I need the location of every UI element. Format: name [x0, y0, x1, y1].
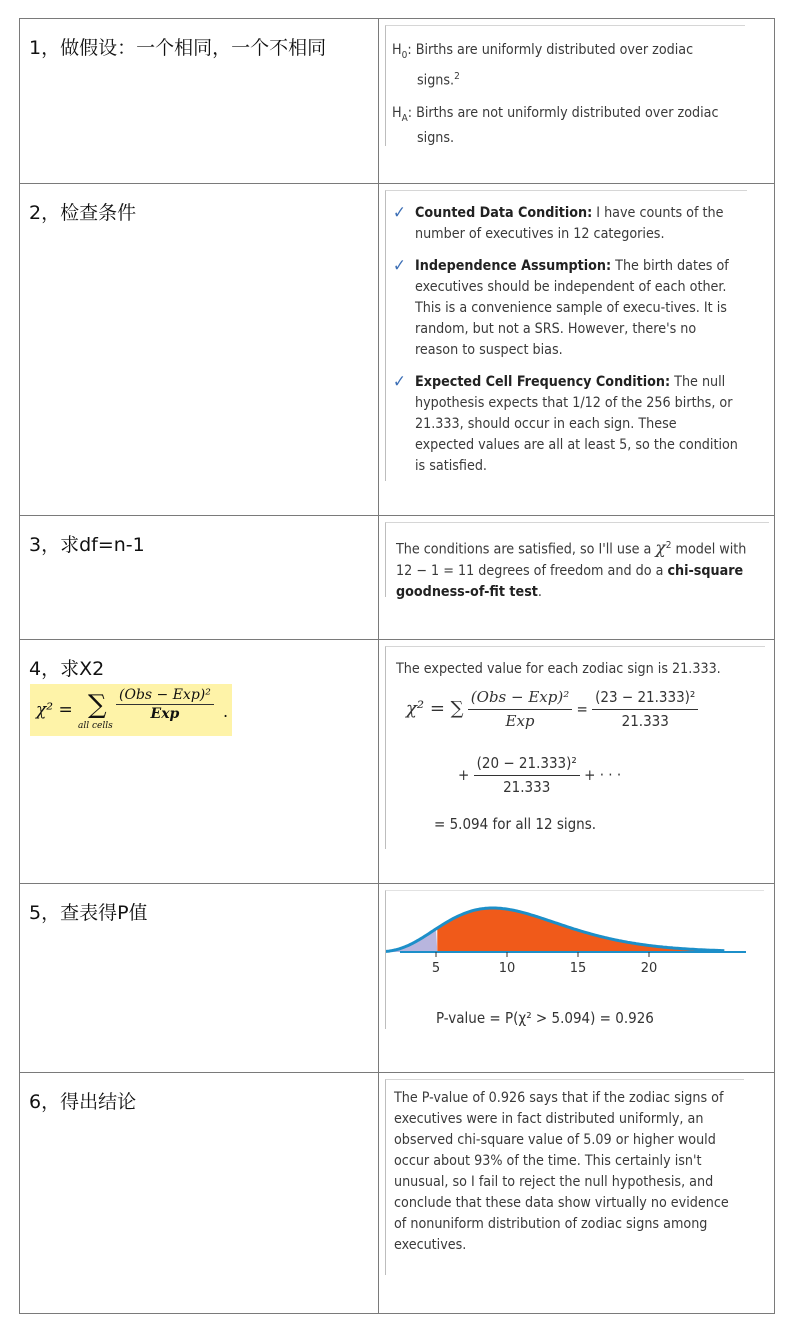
- alternative-hypothesis: $H_A$: Births are not uniformly distributed over zodiac signs.: [392, 104, 719, 147]
- step-label-cell: [20, 19, 379, 184]
- step-label-cell: [20, 640, 379, 884]
- conclusion-text: The P-value of 0.926 says that if the zodiac signs of executives were in fact distributed uniformly, an observed chi-square value of 5.09 or higher would occur about 93% of the time. This certainly isn't unusual, so I fail to reject the null hypothesis, and conclude that these data show virtually no evidence of nonuniform distribution of zodiac signs among executives.: [394, 1090, 729, 1253]
- p-value-excerpt: [385, 890, 764, 1029]
- condition-expected-cell: ✓ Expected Cell Frequency Condition: The null hypothesis expects that 1/12 of the 256 births, or 21.333, should occur in each sign. These expected values are all at least 5, so the condition is satisfied.: [393, 372, 738, 474]
- hypotheses-excerpt: [385, 25, 745, 146]
- step-content-cell: [379, 19, 775, 184]
- step-content-cell: [379, 884, 775, 1073]
- step-label-cell: [20, 1073, 379, 1314]
- steps-table: [19, 18, 775, 1314]
- step-label: 1，做假设：一个相同，一个不相同: [29, 37, 327, 59]
- condition-independence: ✓ Independence Assumption: The birth dates of executives should be independent of each other. This is a convenience sample of execu-tives. It is random, but not a SRS. However, there's no reason to suspect bias.: [393, 256, 729, 358]
- p-value-text: P-value = P(χ² > 5.094) = 0.926: [436, 1009, 654, 1027]
- x-tick-label: 20: [640, 961, 658, 976]
- step-label: 6，得出结论: [29, 1091, 137, 1113]
- step-row-2: [20, 184, 775, 516]
- df-excerpt: [385, 522, 769, 600]
- step-content-cell: [379, 184, 775, 516]
- step-content-cell: [379, 1073, 775, 1314]
- x-axis-ticks: [432, 952, 657, 976]
- step-label: 4，求X2: [29, 658, 105, 680]
- null-hypothesis: $H_0$: Births are uniformly distributed over zodiac signs.$^2$: [392, 42, 694, 89]
- x-tick-label: 10: [498, 961, 516, 976]
- x-tick-label: 15: [569, 961, 587, 976]
- checkmark-icon: ✓: [393, 372, 406, 392]
- step-label-cell: [20, 184, 379, 516]
- step-row-4: [20, 640, 775, 884]
- step-row-6: [20, 1073, 775, 1314]
- condition-counted-data: ✓ Counted Data Condition: I have counts of the number of executives in 12 categories.: [393, 203, 724, 242]
- calculation-result: = 5.094 for all 12 signs.: [434, 815, 597, 833]
- df-text: The conditions are satisfied, so I'll use a $\chi^2$ model with 12 − 1 = 11 degrees of freedom and do a chi-square goodness-of-fit test.: [396, 538, 747, 600]
- step-label: 2，检查条件: [29, 202, 137, 224]
- step-label-cell: [20, 516, 379, 640]
- step-content-cell: [379, 516, 775, 640]
- step-label: 5，查表得P值: [29, 902, 148, 924]
- x-tick-label: 5: [431, 961, 441, 976]
- step-row-3: [20, 516, 775, 640]
- calculation-line-2: + $\frac{\text{(20 − 21.333)²}}{21.333}$ + · · ·: [458, 754, 622, 796]
- step-row-1: [20, 19, 775, 184]
- chi-square-formula: χ² = ∑ all cells (Obs − Exp)² Exp .: [30, 684, 232, 736]
- checkmark-icon: ✓: [393, 256, 406, 276]
- chi-square-calculation-excerpt: [385, 646, 765, 849]
- step-row-5: [20, 884, 775, 1073]
- conditions-excerpt: [385, 190, 747, 481]
- step-label-cell: [20, 884, 379, 1073]
- step-content-cell: [379, 640, 775, 884]
- expected-value-text: The expected value for each zodiac sign is 21.333.: [396, 661, 721, 677]
- step-label: 3，求df=n-1: [29, 534, 145, 556]
- checkmark-icon: ✓: [393, 203, 406, 223]
- calculation-line-1: χ² = ∑ $\frac{\text{(Obs − Exp)²}}{\text{Exp}}$ = $\frac{\text{(23 − 21.333)²}}{21.333}$: [406, 687, 698, 732]
- conclusion-excerpt: [385, 1079, 744, 1275]
